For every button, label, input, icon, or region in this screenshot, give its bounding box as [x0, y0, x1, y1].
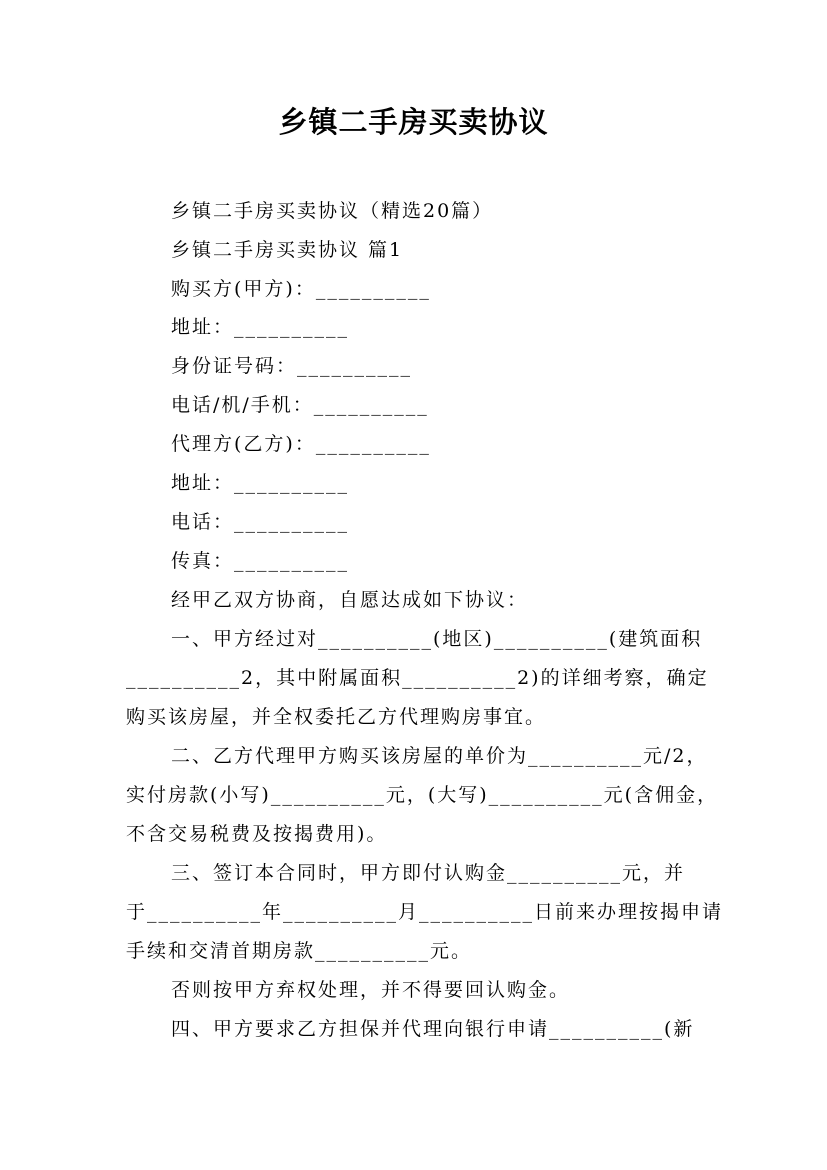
clause-3-note: 否则按甲方弃权处理，并不得要回认购金。: [171, 979, 571, 1001]
id-number-field: 身份证号码：__________: [171, 355, 413, 377]
agent-field: 代理方(乙方)：__________: [171, 433, 431, 455]
clause-3-line-2: 于__________年__________月__________日前来办理按揭申请: [126, 901, 724, 923]
buyer-address-field: 地址：__________: [171, 316, 350, 338]
buyer-phone-field: 电话/机/手机：__________: [171, 394, 429, 416]
clause-1-line-2: __________2，其中附属面积__________2)的详细考察，确定: [126, 667, 709, 689]
clause-2-line-3: 不含交易税费及按揭费用)。: [126, 823, 388, 845]
document-title: 乡镇二手房买卖协议: [278, 105, 549, 139]
clause-2-line-2: 实付房款(小写)__________元，(大写)__________元(含佣金，: [126, 784, 719, 806]
subtitle-line: 乡镇二手房买卖协议（精选20篇）: [171, 200, 494, 222]
clause-1-line-3: 购买该房屋，并全权委托乙方代理购房事宜。: [126, 706, 547, 728]
clause-4-line-1: 四、甲方要求乙方担保并代理向银行申请__________(新: [171, 1018, 695, 1040]
clause-3-line-1: 三、签订本合同时，甲方即付认购金__________元，并: [171, 862, 686, 884]
agent-phone-field: 电话：__________: [171, 511, 350, 533]
agent-address-field: 地址：__________: [171, 472, 350, 494]
clause-2-line-1: 二、乙方代理甲方购买该房屋的单价为__________元/2，: [171, 745, 708, 767]
clause-1-line-1: 一、甲方经过对__________(地区)__________(建筑面积: [171, 628, 703, 650]
section-heading: 乡镇二手房买卖协议 篇1: [171, 239, 404, 261]
buyer-field: 购买方(甲方)：__________: [171, 278, 431, 300]
fax-field: 传真：__________: [171, 550, 350, 572]
agreement-intro: 经甲乙双方协商，自愿达成如下协议：: [171, 589, 529, 611]
clause-3-line-3: 手续和交清首期房款__________元。: [126, 940, 473, 962]
